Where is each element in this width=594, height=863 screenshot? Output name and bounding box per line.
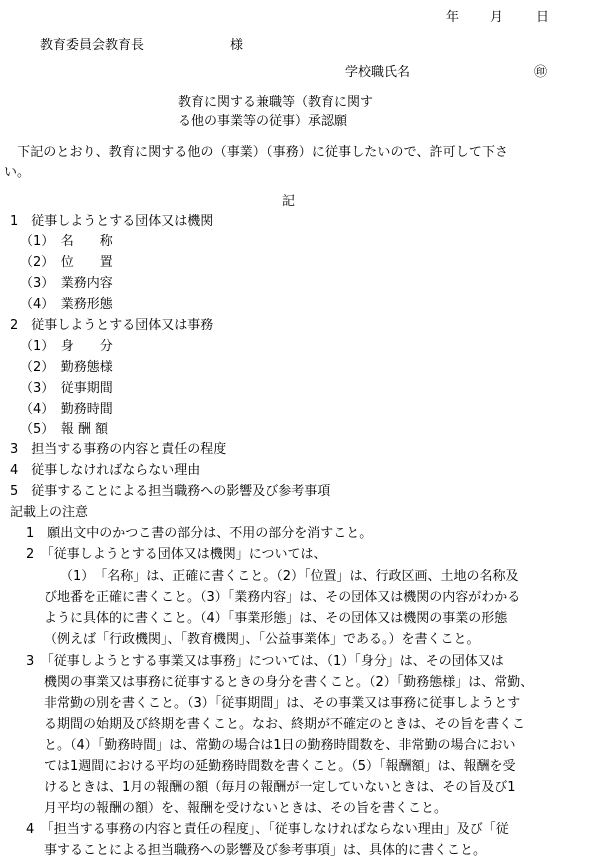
section2-item-status: （1） 身 分 xyxy=(20,339,113,354)
document-title-line1: 教育に関する兼職等（教育に関す xyxy=(178,95,374,110)
note1-text: 1 願出文中のかつこ書の部分は、不用の部分を消すこと。 xyxy=(26,526,373,541)
section1-item-name: （1） 名 称 xyxy=(20,234,113,249)
date-month-label: 月 xyxy=(490,10,504,25)
note2-line2: び地番を正確に書くこと。（3）「業務内容」は、その団体又は機関の内容がわかる xyxy=(44,590,521,605)
section2-heading: 2 従事しようとする団体又は事務 xyxy=(10,318,214,333)
section1-item-business: （3） 業務内容 xyxy=(20,276,113,291)
section1-item-form: （4） 業務形態 xyxy=(20,297,113,312)
note3-line7: けるときは、1月の報酬の額（毎月の報酬が一定していないときは、その旨及び1 xyxy=(44,780,516,795)
date-year-label: 年 xyxy=(446,10,460,25)
seal-mark: ㊞ xyxy=(534,65,548,80)
section2-item-pay: （5） 報 酬 額 xyxy=(20,422,109,437)
section2-item-hours: （4） 勤務時間 xyxy=(20,402,113,417)
note3-line6: ては1週間における平均の延勤務時間数を書くこと。（5）「報酬額」は、報酬を受 xyxy=(44,759,516,774)
note2-line3: ように具体的に書くこと。（4）「事業形態」は、その団体又は機関の事業の形態 xyxy=(44,611,508,626)
section2-item-work-style: （2） 勤務態様 xyxy=(20,360,113,375)
sender-label: 学校職氏名 xyxy=(345,65,411,80)
notes-heading: 記載上の注意 xyxy=(10,505,89,520)
section1-heading: 1 従事しようとする団体又は機関 xyxy=(10,214,214,229)
note3-line2: 機関の事業又は事務に従事するときの身分を書くこと。（2）「勤務態様」は、常勤、 xyxy=(44,675,534,690)
note3-line8: 月平均の報酬の額）を、報酬を受けないときは、その旨を書くこと。 xyxy=(44,801,448,816)
note3-line3: 非常勤の別を書くこと。（3）「従事期間」は、その事業又は事務に従事しようとす xyxy=(44,696,521,711)
note2-line4: （例えば「行政機関」、「教育機関」、「公益事業体」である。）を書くこと。 xyxy=(44,632,480,647)
note3-line5: と。（4）「勤務時間」は、常勤の場合は1日の勤務時間数を、非常勤の場合におい xyxy=(44,738,516,753)
ki-marker: 記 xyxy=(282,194,296,209)
intro-text-line2: い。 xyxy=(4,165,31,180)
note3-line4: る期間の始期及び終期を書くこと。なお、終期が不確定のときは、その旨を書くこ xyxy=(44,717,526,732)
note3-line1: 3 「従事しようとする事業又は事務」については、（1）「身分」は、その団体又は xyxy=(26,654,504,669)
section5-heading: 5 従事することによる担当職務への影響及び参考事項 xyxy=(10,484,331,499)
section4-heading: 4 従事しなければならない理由 xyxy=(10,463,201,478)
section2-item-period: （3） 従事期間 xyxy=(20,381,113,396)
section3-heading: 3 担当する事務の内容と責任の程度 xyxy=(10,442,227,457)
note4-line2: 事することによる担当職務への影響及び参考事項」は、具体的に書くこと。 xyxy=(44,843,487,858)
intro-text-line1: 下記のとおり、教育に関する他の（事業）（事務）に従事したいので、許可して下さ xyxy=(4,145,509,160)
note2-heading: 2 「従事しようとする団体又は機関」については、 xyxy=(26,547,327,562)
document-title-line2: る他の事業等の従事）承認願 xyxy=(178,114,348,129)
addressee-name: 教育委員会教育長 xyxy=(40,38,145,53)
note4-line1: 4 「担当する事務の内容と責任の程度」、「従事しなければならない理由」及び「従 xyxy=(26,822,509,837)
date-day-label: 日 xyxy=(536,10,550,25)
section1-item-location: （2） 位 置 xyxy=(20,255,113,270)
note2-line1: （1） 「名称」は、正確に書くこと。（2）「位置」は、行政区画、土地の名称及 xyxy=(60,569,519,584)
addressee-honorific: 様 xyxy=(230,38,244,53)
